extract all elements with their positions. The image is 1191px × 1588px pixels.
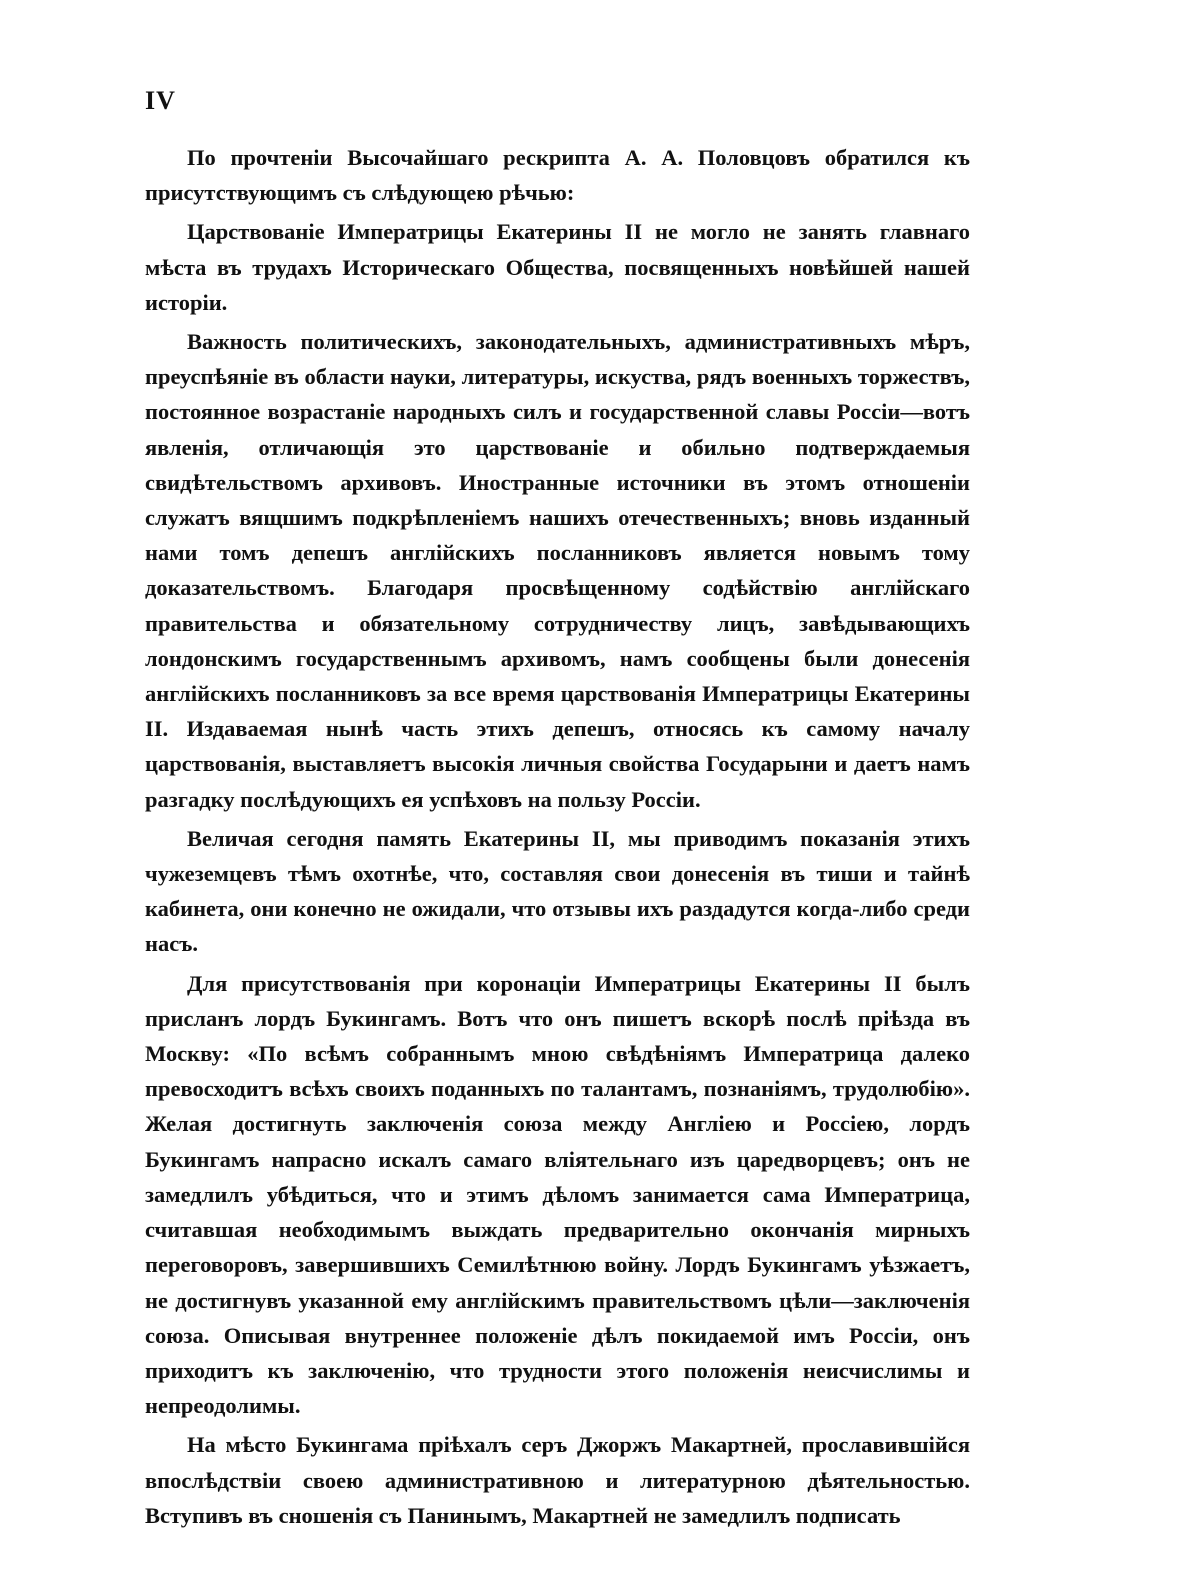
paragraph-5: Для присутствованiя при коронацiи Императрицы Екатерины II былъ присланъ лордъ Букингамъ. Вотъ что онъ пишетъ вскорѣ послѣ прiѣзда въ Москву: «По всѣмъ собраннымъ мною свѣдѣнiямъ Императрица далеко превосходитъ всѣхъ своихъ поданныхъ по талантамъ, познанiямъ, трудолюбiю». Желая достигнуть заключенiя союза между Англiею и Россiею, лордъ Букингамъ напрасно искалъ самаго влiятельнаго изъ царедворцевъ; онъ не замедлилъ убѣдиться, что и этимъ дѣломъ занимается сама Императрица, считавшая необходимымъ выждать предварительно окончанiя мирныхъ переговоровъ, завершившихъ Семилѣтнюю войну. Лордъ Букингамъ уѣзжаетъ, не достигнувъ указанной ему англiйскимъ правительствомъ цѣли—заключенiя союза. Описывая внутреннее положенiе дѣлъ покидаемой имъ Россiи, онъ приходитъ къ заключенiю, что трудности этого положенiя неисчислимы и непреодолимы. <box>145 970 970 1419</box>
paragraph-1: По прочтенiи Высочайшаго рескрипта А. А. Половцовъ обратился къ присутствующимъ съ слѣдующею рѣчью: <box>145 145 970 206</box>
body-text <box>145 140 970 1537</box>
page-number: IV <box>145 86 176 115</box>
paragraph-4: Величая сегодня память Екатерины II, мы приводимъ показанiя этихъ чужеземцевъ тѣмъ охотнѣе, что, составляя свои донесенiя въ тиши и тайнѣ кабинета, они конечно не ожидали, что отзывы ихъ раздадутся когда-либо среди насъ. <box>145 825 970 957</box>
paragraph-6: На мѣсто Букингама прiѣхалъ серъ Джоржъ Макартней, прославившiйся впослѣдствiи своею административною и литературною дѣятельностью. Вступивъ въ сношенiя съ Панинымъ, Макартней не замедлилъ подписать <box>145 1432 970 1528</box>
paragraph-2: Царствованiе Императрицы Екатерины II не могло не занять главнаго мѣста въ трудахъ Историческаго Общества, посвященныхъ новѣйшей нашей исторiи. <box>145 219 970 315</box>
paragraph-3: Важность политическихъ, законодательныхъ, административныхъ мѣръ, преуспѣянiе въ области науки, литературы, искуства, рядъ военныхъ торжествъ, постоянное возрастанiе народныхъ силъ и государственной славы Россiи—вотъ явленiя, отличающiя это царствованiе и обильно подтверждаемыя свидѣтельствомъ архивовъ. Иностранные источники въ этомъ отношенiи служатъ вящшимъ подкрѣпленiемъ нашихъ отечественныхъ; вновь изданный нами томъ депешъ англiйскихъ посланниковъ является новымъ тому доказательствомъ. Благодаря просвѣщенному содѣйствiю англiйскаго правительства и обязательному сотрудничеству лицъ, завѣдывающихъ лондонскимъ государственнымъ архивомъ, намъ сообщены были донесенiя англiйскихъ посланниковъ за все время царствованiя Императрицы Екатерины II. Издаваемая нынѣ часть этихъ депешъ, относясь къ самому началу царствованiя, выставляетъ высокiя личныя свойства Государыни и даетъ намъ разгадку послѣдующихъ ея успѣховъ на пользу Россiи. <box>145 329 970 812</box>
